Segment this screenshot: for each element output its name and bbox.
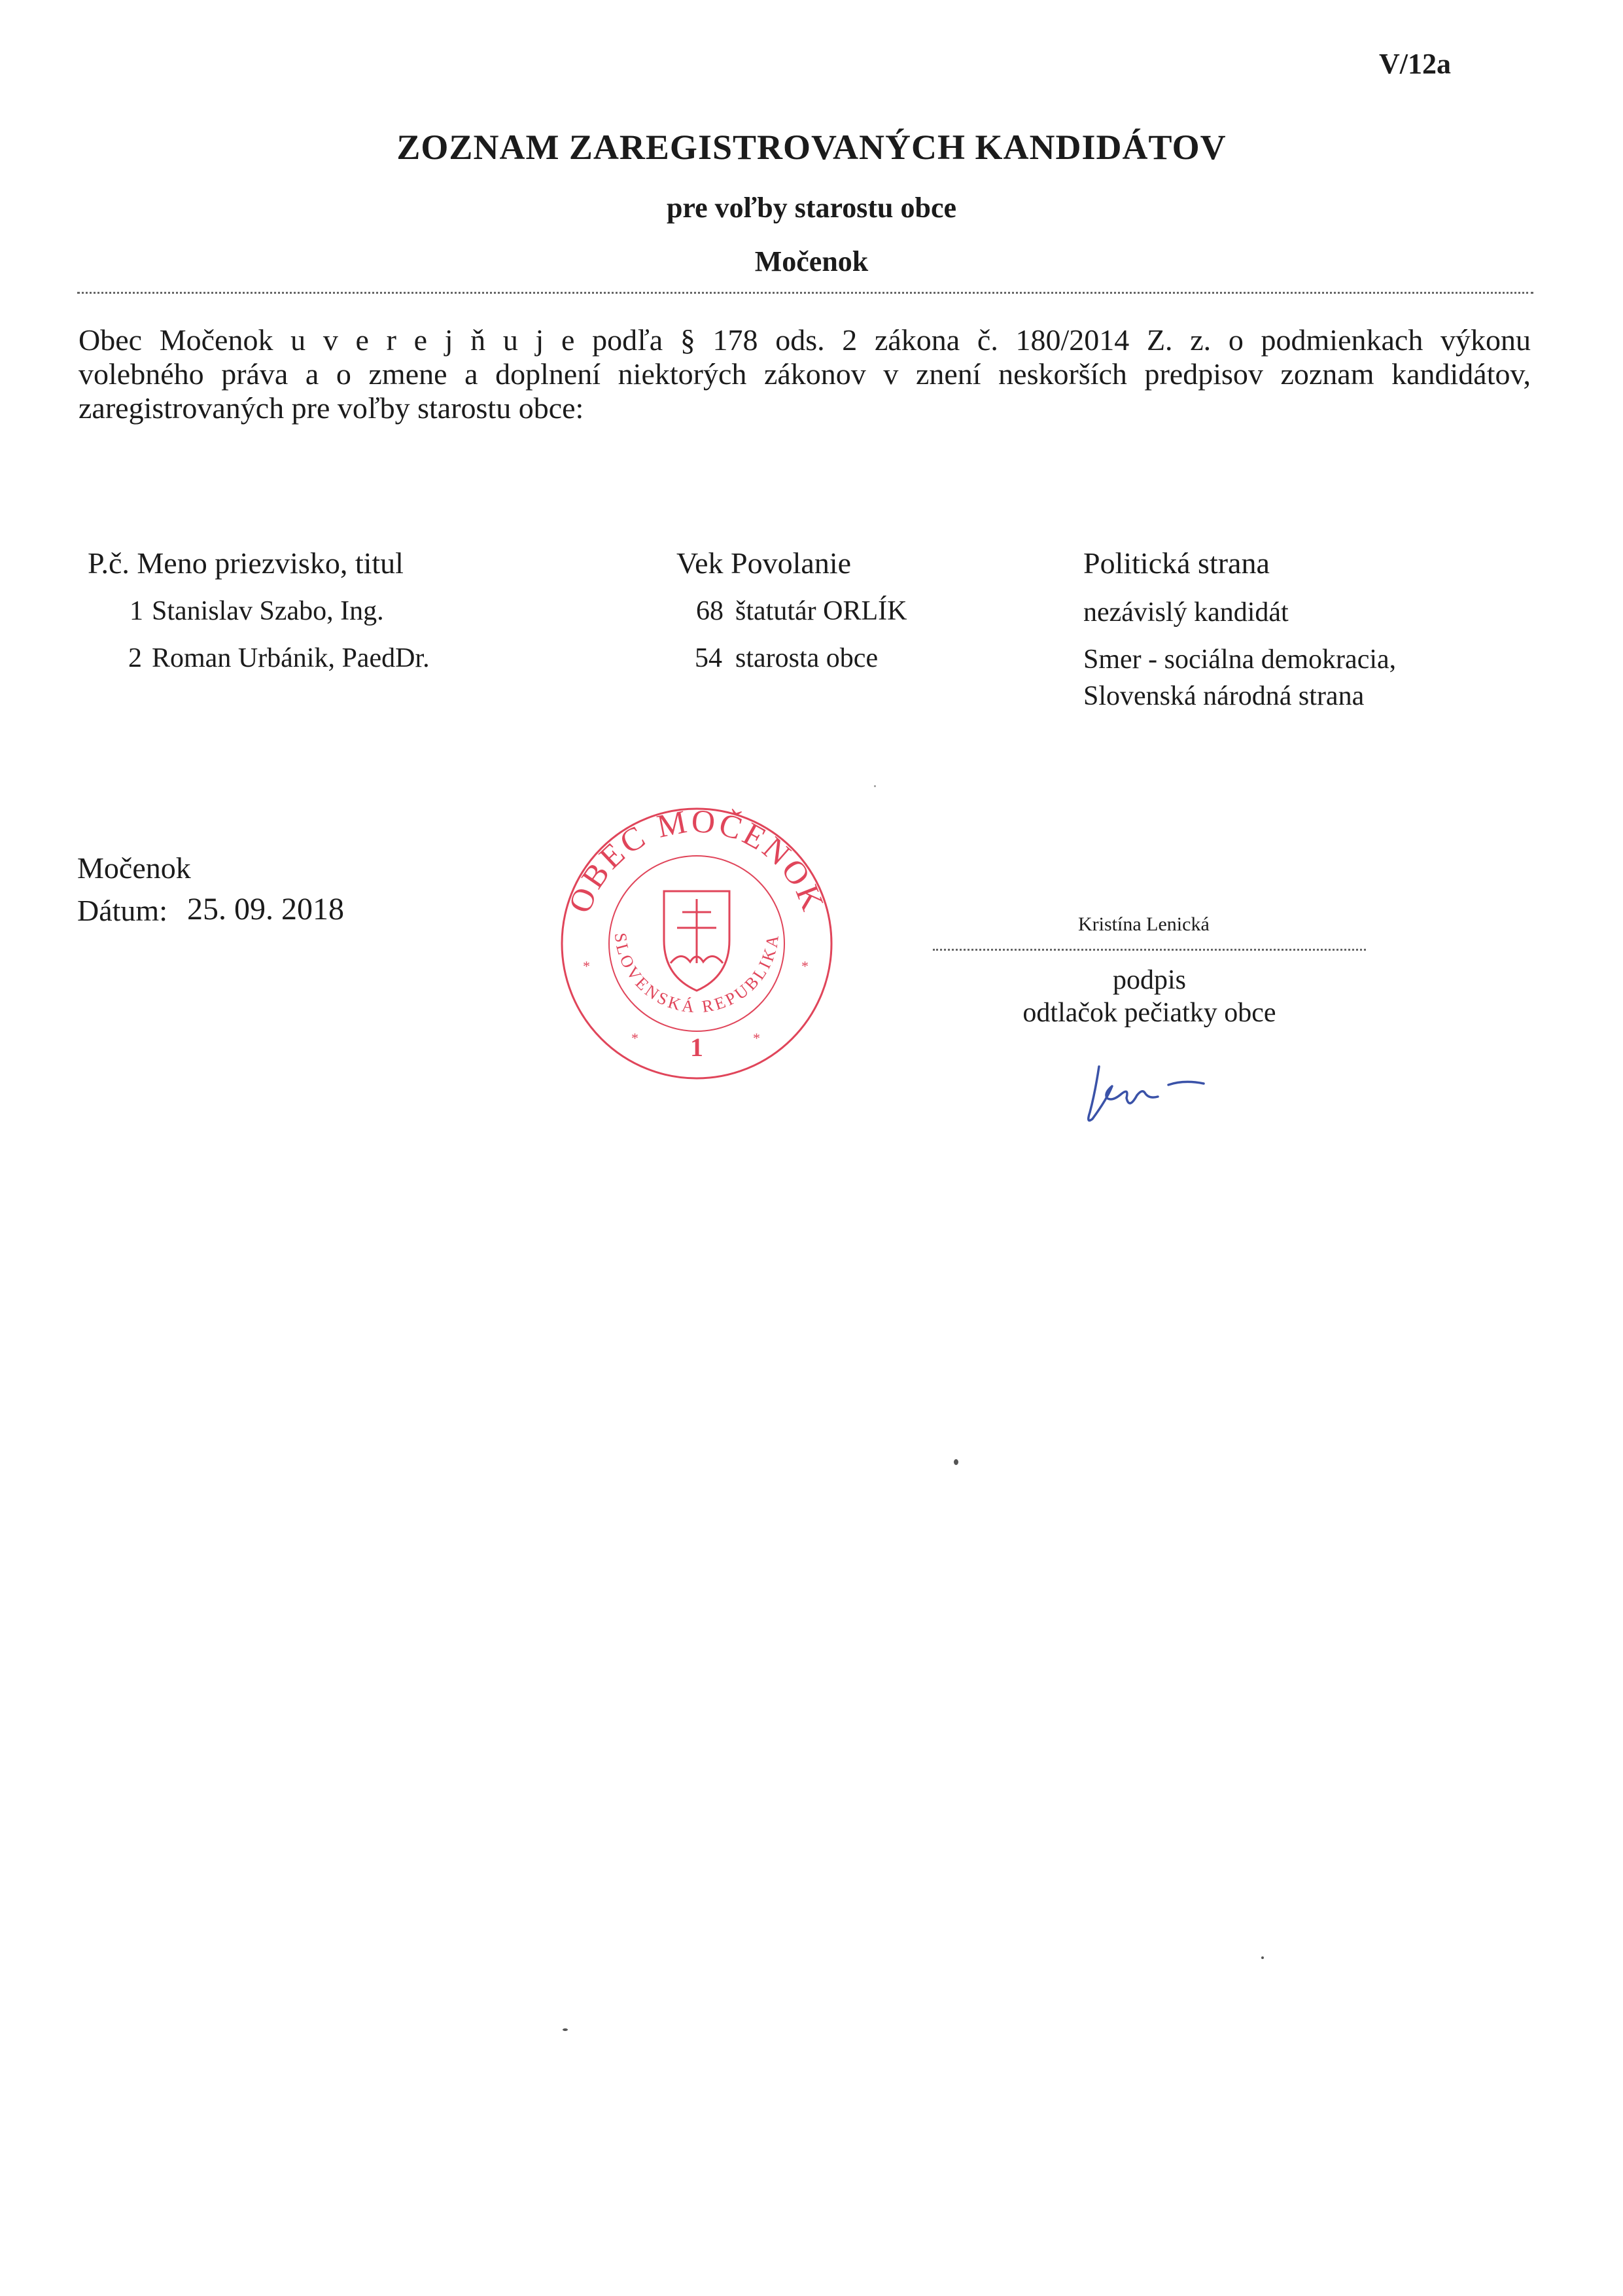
- signer-name: Kristína Lenická: [1078, 913, 1210, 935]
- stamp-star-right: *: [801, 958, 809, 974]
- intro-paragraph: [79, 323, 1531, 425]
- candidate-party: Slovenská národná strana: [1083, 681, 1365, 711]
- scan-speck: [563, 2028, 568, 2031]
- scan-speck: [954, 1459, 958, 1465]
- row-number: 1: [130, 596, 143, 626]
- candidate-occupation: štatutár ORLÍK: [735, 596, 907, 626]
- column-header-party: Politická strana: [1083, 546, 1270, 580]
- candidate-age: 54: [695, 643, 722, 673]
- intro-line: zaregistrovaných pre voľby starostu obce:: [79, 391, 584, 425]
- stamp-star-bottom-left: *: [631, 1030, 638, 1046]
- stamp-number: 1: [690, 1033, 703, 1062]
- document-title: ZOZNAM ZAREGISTROVANÝCH KANDIDÁTOV: [396, 128, 1227, 167]
- stamp-inner-text: SLOVENSKÁ REPUBLIKA: [610, 931, 783, 1017]
- intro-line: volebného práva a o zmene a doplnení niektorých zákonov v znení neskorších predpisov zoznam kandidátov,: [79, 357, 1531, 391]
- intro-line: Obec Močenok u v e r e j ň u j e podľa § 178 ods. 2 zákona č. 180/2014 Z. z. o podmienkach výkonu: [79, 323, 1531, 357]
- candidate-age: 68: [696, 596, 724, 626]
- signature-line: [933, 949, 1366, 951]
- stamp-star-left: *: [583, 958, 590, 974]
- date-value: 25. 09. 2018: [187, 892, 344, 927]
- scan-speck: [1261, 1956, 1264, 1959]
- column-header-age-occupation: Vek Povolanie: [676, 546, 852, 580]
- scan-speck: [874, 785, 876, 787]
- header-divider: [77, 292, 1533, 294]
- document-subtitle: pre voľby starostu obce: [666, 192, 957, 224]
- municipal-stamp: [553, 800, 841, 1087]
- stamp-outer-text: OBEC MOČENOK: [561, 802, 833, 918]
- row-number: 2: [128, 643, 142, 673]
- candidate-party: nezávislý kandidát: [1083, 597, 1289, 627]
- candidate-party: Smer - sociálna demokracia,: [1083, 645, 1397, 675]
- date-label: Dátum:: [77, 894, 167, 927]
- place-label: Močenok: [77, 851, 191, 885]
- stamp-label: odtlačok pečiatky obce: [1022, 998, 1276, 1028]
- column-header-number-name: P.č. Meno priezvisko, titul: [88, 546, 404, 580]
- handwritten-signature: [1066, 1047, 1236, 1132]
- candidate-name: Roman Urbánik, PaedDr.: [152, 643, 430, 673]
- stamp-star-bottom-right: *: [753, 1030, 760, 1046]
- signature-label: podpis: [1112, 965, 1186, 995]
- candidate-occupation: starosta obce: [735, 643, 879, 673]
- municipality-name: Močenok: [754, 245, 869, 277]
- coat-of-arms-icon: [664, 891, 729, 991]
- form-code: V/12a: [1379, 48, 1451, 80]
- candidate-name: Stanislav Szabo, Ing.: [152, 596, 384, 626]
